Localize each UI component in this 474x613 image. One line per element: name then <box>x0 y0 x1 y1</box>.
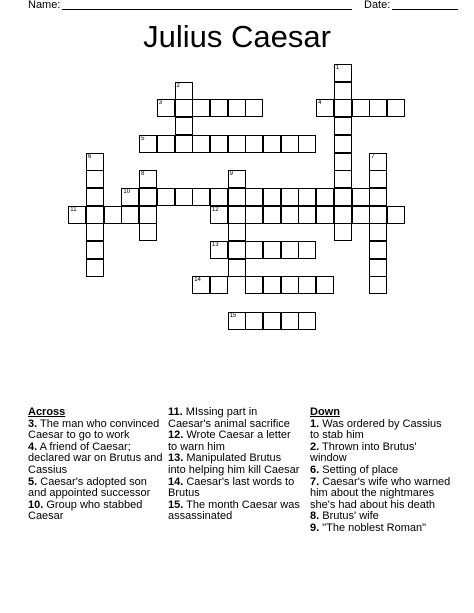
grid-cell[interactable] <box>86 259 104 277</box>
grid-cell[interactable] <box>334 117 352 135</box>
grid-cell[interactable] <box>228 259 246 277</box>
clue-number: 9 <box>229 171 233 178</box>
grid-cell[interactable] <box>369 241 387 259</box>
grid-cell[interactable] <box>157 188 175 206</box>
grid-cell[interactable] <box>228 223 246 241</box>
clue-num: 4. <box>28 440 38 453</box>
grid-cell-3[interactable] <box>157 99 175 117</box>
grid-cell[interactable] <box>316 188 334 206</box>
grid-cell[interactable] <box>334 223 352 241</box>
clue-item <box>168 477 300 500</box>
grid-cell[interactable] <box>175 188 193 206</box>
grid-cell[interactable] <box>263 206 281 224</box>
grid-cell[interactable] <box>369 170 387 188</box>
grid-cell[interactable] <box>298 188 316 206</box>
date-label: Date: <box>364 0 391 11</box>
clues-down <box>310 407 452 535</box>
grid-cell-7[interactable] <box>369 153 387 171</box>
across-list-2 <box>168 407 300 523</box>
grid-cell[interactable] <box>298 135 316 153</box>
grid-cell[interactable] <box>316 276 334 294</box>
grid-cell[interactable] <box>245 276 263 294</box>
grid-cell[interactable] <box>369 206 387 224</box>
clue-item <box>28 500 168 523</box>
grid-cell-10[interactable] <box>121 188 139 206</box>
clue-num: 7. <box>310 475 320 488</box>
grid-cell-9[interactable] <box>228 170 246 188</box>
across-list-1 <box>28 419 168 523</box>
puzzle-title: Julius Caesar <box>143 19 331 54</box>
clue-item <box>310 419 452 442</box>
grid-cell[interactable] <box>245 188 263 206</box>
clue-number: 10 <box>123 188 131 195</box>
grid-cell[interactable] <box>281 276 299 294</box>
grid-cell[interactable] <box>369 259 387 277</box>
grid-cell[interactable] <box>86 223 104 241</box>
grid-cell-4[interactable] <box>316 99 334 117</box>
clue-num: 15. <box>168 498 184 511</box>
down-list <box>310 419 452 535</box>
grid-cell[interactable] <box>263 312 281 330</box>
clue-num: 13. <box>168 452 184 465</box>
clue-text: Group who stabbed Caesar <box>28 498 143 523</box>
grid-cell-5[interactable] <box>139 135 157 153</box>
grid-cell[interactable] <box>369 223 387 241</box>
grid-cell-12[interactable] <box>210 206 228 224</box>
clue-num: 2. <box>310 440 320 453</box>
grid-cell[interactable] <box>352 99 370 117</box>
grid-cell[interactable] <box>157 135 175 153</box>
clue-item <box>310 523 452 535</box>
grid-cell-8[interactable] <box>139 170 157 188</box>
grid-cell[interactable] <box>104 206 122 224</box>
grid-cell[interactable] <box>245 241 263 259</box>
grid-cell[interactable] <box>139 206 157 224</box>
grid-cell[interactable] <box>369 188 387 206</box>
grid-cell[interactable] <box>210 99 228 117</box>
clue-item <box>28 477 168 500</box>
grid-cell-6[interactable] <box>86 153 104 171</box>
grid-cell[interactable] <box>334 135 352 153</box>
grid-cell[interactable] <box>334 188 352 206</box>
grid-cell[interactable] <box>86 206 104 224</box>
grid-cell[interactable] <box>298 241 316 259</box>
clue-num: 12. <box>168 429 184 442</box>
clue-text: Setting of place <box>319 463 399 476</box>
grid-cell[interactable] <box>139 223 157 241</box>
clue-text: "The noblest Roman" <box>319 521 427 534</box>
grid-cell[interactable] <box>334 170 352 188</box>
grid-cell[interactable] <box>210 135 228 153</box>
grid-cell[interactable] <box>175 117 193 135</box>
grid-cell[interactable] <box>263 135 281 153</box>
grid-cell[interactable] <box>352 188 370 206</box>
clue-text: A friend of Caesar; declared war on Brutus and Cassius <box>28 440 163 476</box>
grid-cell[interactable] <box>192 99 210 117</box>
grid-cell[interactable] <box>228 188 246 206</box>
clue-number: 13 <box>211 242 219 248</box>
grid-cell[interactable] <box>334 99 352 117</box>
grid-cell[interactable] <box>192 135 210 153</box>
clue-num: 9. <box>310 521 320 534</box>
grid-cell[interactable] <box>281 312 299 330</box>
grid-cell[interactable] <box>369 99 387 117</box>
clue-num: 8. <box>310 510 320 523</box>
clue-number: 11 <box>70 206 77 213</box>
grid-cell[interactable] <box>228 241 246 259</box>
grid-cell[interactable] <box>86 170 104 188</box>
clue-number: 8 <box>141 171 145 178</box>
clue-item <box>28 442 168 477</box>
grid-cell[interactable] <box>175 135 193 153</box>
clue-number: 2 <box>176 82 180 89</box>
clue-item <box>168 453 300 476</box>
clue-number: 6 <box>88 153 92 160</box>
grid-cell[interactable] <box>352 206 370 224</box>
grid-cell[interactable] <box>281 135 299 153</box>
grid-cell-15[interactable] <box>228 312 246 330</box>
clue-item <box>168 430 300 453</box>
clue-item <box>310 477 452 512</box>
clue-text: Brutus' wife <box>319 510 379 523</box>
clue-num: 14. <box>168 475 184 488</box>
grid-cell[interactable] <box>210 276 228 294</box>
clue-item <box>28 419 168 442</box>
grid-cell[interactable] <box>387 99 405 117</box>
grid-cell[interactable] <box>192 188 210 206</box>
grid-cell[interactable] <box>175 99 193 117</box>
clues-across-col1 <box>28 407 168 523</box>
across-heading: Across <box>28 406 66 418</box>
clue-text: Thrown into Brutus' window <box>310 440 417 465</box>
grid-cell[interactable] <box>281 206 299 224</box>
clue-num: 5. <box>28 475 38 488</box>
clues-across-col2 <box>168 407 300 523</box>
grid-cell[interactable] <box>228 135 246 153</box>
grid-cell[interactable] <box>86 241 104 259</box>
clue-text: The man who convinced Caesar to go to work <box>28 417 160 442</box>
clue-item <box>168 500 300 523</box>
clue-text: MIssing part in Caesar's animal sacrifice <box>168 406 290 430</box>
clue-number: 15 <box>229 312 237 319</box>
grid-cell[interactable] <box>298 276 316 294</box>
grid-cell[interactable] <box>334 206 352 224</box>
grid-cell-1[interactable] <box>334 64 352 82</box>
grid-cell[interactable] <box>245 99 263 117</box>
grid-cell[interactable] <box>369 276 387 294</box>
grid-cell[interactable] <box>263 241 281 259</box>
grid-cell[interactable] <box>263 276 281 294</box>
clue-number: 7 <box>371 153 375 160</box>
clue-text: Caesar's wife who warned him about the nightmares she's had about his death <box>310 475 451 511</box>
grid-cell[interactable] <box>86 188 104 206</box>
grid-cell[interactable] <box>245 312 263 330</box>
grid-cell[interactable] <box>245 135 263 153</box>
grid-cell[interactable] <box>210 188 228 206</box>
clue-num: 10. <box>28 498 44 511</box>
clue-text: Manipulated Brutus into helping him kill Caesar <box>168 452 300 476</box>
grid-cell[interactable] <box>245 206 263 224</box>
clue-number: 14 <box>194 277 201 284</box>
clue-num: 6. <box>310 463 320 476</box>
clue-item <box>310 442 452 465</box>
down-heading: Down <box>310 406 340 418</box>
clue-number: 3 <box>158 100 163 107</box>
grid-cell[interactable] <box>387 206 405 224</box>
grid-cell[interactable] <box>139 188 157 206</box>
clue-text: Was ordered by Cassius to stab him <box>310 417 442 442</box>
clue-text: Wrote Caesar a letter to warn him <box>168 429 291 453</box>
grid-cell-13[interactable] <box>210 241 228 259</box>
grid-cell[interactable] <box>316 206 334 224</box>
grid-cell[interactable] <box>121 206 139 224</box>
clue-number: 1 <box>335 65 340 71</box>
clue-number: 12 <box>211 206 219 213</box>
clue-number: 5 <box>141 135 145 142</box>
clue-num: 11. <box>168 406 183 418</box>
clue-num: 1. <box>310 417 320 430</box>
clue-num: 3. <box>28 417 38 430</box>
grid-cell[interactable] <box>334 153 352 171</box>
clue-number: 4 <box>318 100 322 107</box>
grid-cell[interactable] <box>298 206 316 224</box>
grid-cell[interactable] <box>281 241 299 259</box>
grid-cell[interactable] <box>334 82 352 100</box>
clue-text: The month Caesar was assassinated <box>168 498 300 523</box>
grid-cell-2[interactable] <box>175 82 193 100</box>
grid-cell-11[interactable] <box>68 206 86 224</box>
clue-text: Caesar's adopted son and appointed successor <box>28 475 151 500</box>
grid-cell[interactable] <box>281 188 299 206</box>
grid-cell-14[interactable] <box>192 276 210 294</box>
clue-item <box>168 407 300 430</box>
grid-cell[interactable] <box>298 312 316 330</box>
grid-cell[interactable] <box>263 188 281 206</box>
grid-cell[interactable] <box>228 206 246 224</box>
clue-text: Caesar's last words to Brutus <box>168 475 295 500</box>
grid-cell[interactable] <box>228 99 246 117</box>
name-label: Name: <box>28 0 61 11</box>
